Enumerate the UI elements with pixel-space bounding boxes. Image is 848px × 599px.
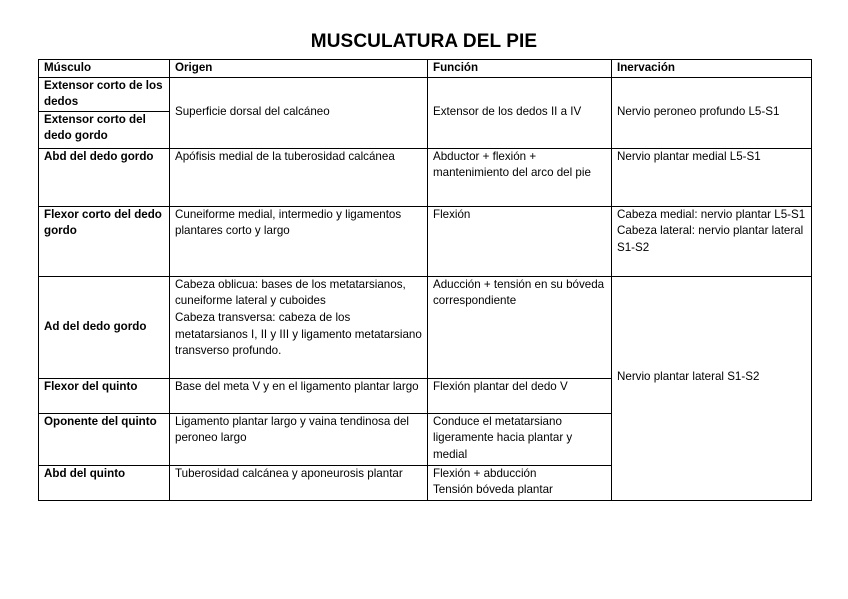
muscle-name: Abd del dedo gordo [39, 148, 170, 206]
function-cell: Flexión plantar del dedo V [428, 378, 612, 413]
innervation-cell [612, 206, 812, 276]
page-title: MUSCULATURA DEL PIE [310, 31, 538, 52]
origin-transverse-head: Cabeza transversa: cabeza de los metatarsianos I, II y III y ligamento metatarsiano transverso profundo. [175, 310, 422, 358]
function-cell [428, 465, 612, 500]
origin-cell: Superficie dorsal del calcáneo [170, 77, 428, 148]
header-origen: Origen [170, 60, 428, 78]
muscle-table [38, 59, 812, 501]
innervation-lateral: Cabeza lateral: nervio plantar lateral S1-S2 [617, 224, 804, 254]
origin-oblique-head: Cabeza oblicua: bases de los metatarsianos, cuneiforme lateral y cuboides [175, 277, 406, 308]
origin-cell: Base del meta V y en el ligamento plantar largo [170, 378, 428, 413]
header-row [39, 60, 812, 78]
innervation-cell: Nervio peroneo profundo L5-S1 [612, 77, 812, 148]
origin-cell [170, 276, 428, 378]
function-cell: Aducción + tensión en su bóveda correspondiente [428, 276, 612, 378]
muscle-name: Ad del dedo gordo [39, 276, 170, 378]
origin-cell: Ligamento plantar largo y vaina tendinosa del peroneo largo [170, 413, 428, 465]
function-cell: Extensor de los dedos II a IV [428, 77, 612, 148]
muscle-name: Extensor corto del dedo gordo [39, 111, 170, 148]
header-musculo: Músculo [39, 60, 170, 78]
muscle-name: Flexor del quinto [39, 378, 170, 413]
origin-cell: Tuberosidad calcánea y aponeurosis plantar [170, 465, 428, 500]
header-inervacion: Inervación [612, 60, 812, 78]
origin-cell: Apófisis medial de la tuberosidad calcánea [170, 148, 428, 206]
function-cell: Abductor + flexión + mantenimiento del arco del pie [428, 148, 612, 206]
function-cell: Conduce el metatarsiano ligeramente hacia plantar y medial [428, 413, 612, 465]
table-row [39, 276, 812, 378]
function-line: Flexión + abducción [433, 466, 537, 480]
table-row [39, 77, 812, 111]
header-funcion: Función [428, 60, 612, 78]
innervation-cell: Nervio plantar lateral S1-S2 [612, 276, 812, 500]
innervation-cell: Nervio plantar medial L5-S1 [612, 148, 812, 206]
muscle-name: Flexor corto del dedo gordo [39, 206, 170, 276]
table-row [39, 206, 812, 276]
function-line: Tensión bóveda plantar [433, 483, 553, 497]
origin-cell: Cuneiforme medial, intermedio y ligamentos plantares corto y largo [170, 206, 428, 276]
innervation-medial: Cabeza medial: nervio plantar L5-S1 [617, 207, 806, 221]
muscle-name: Oponente del quinto [39, 413, 170, 465]
table-row [39, 148, 812, 206]
muscle-name: Extensor corto de los dedos [39, 77, 170, 111]
function-cell: Flexión [428, 206, 612, 276]
muscle-name: Abd del quinto [39, 465, 170, 500]
